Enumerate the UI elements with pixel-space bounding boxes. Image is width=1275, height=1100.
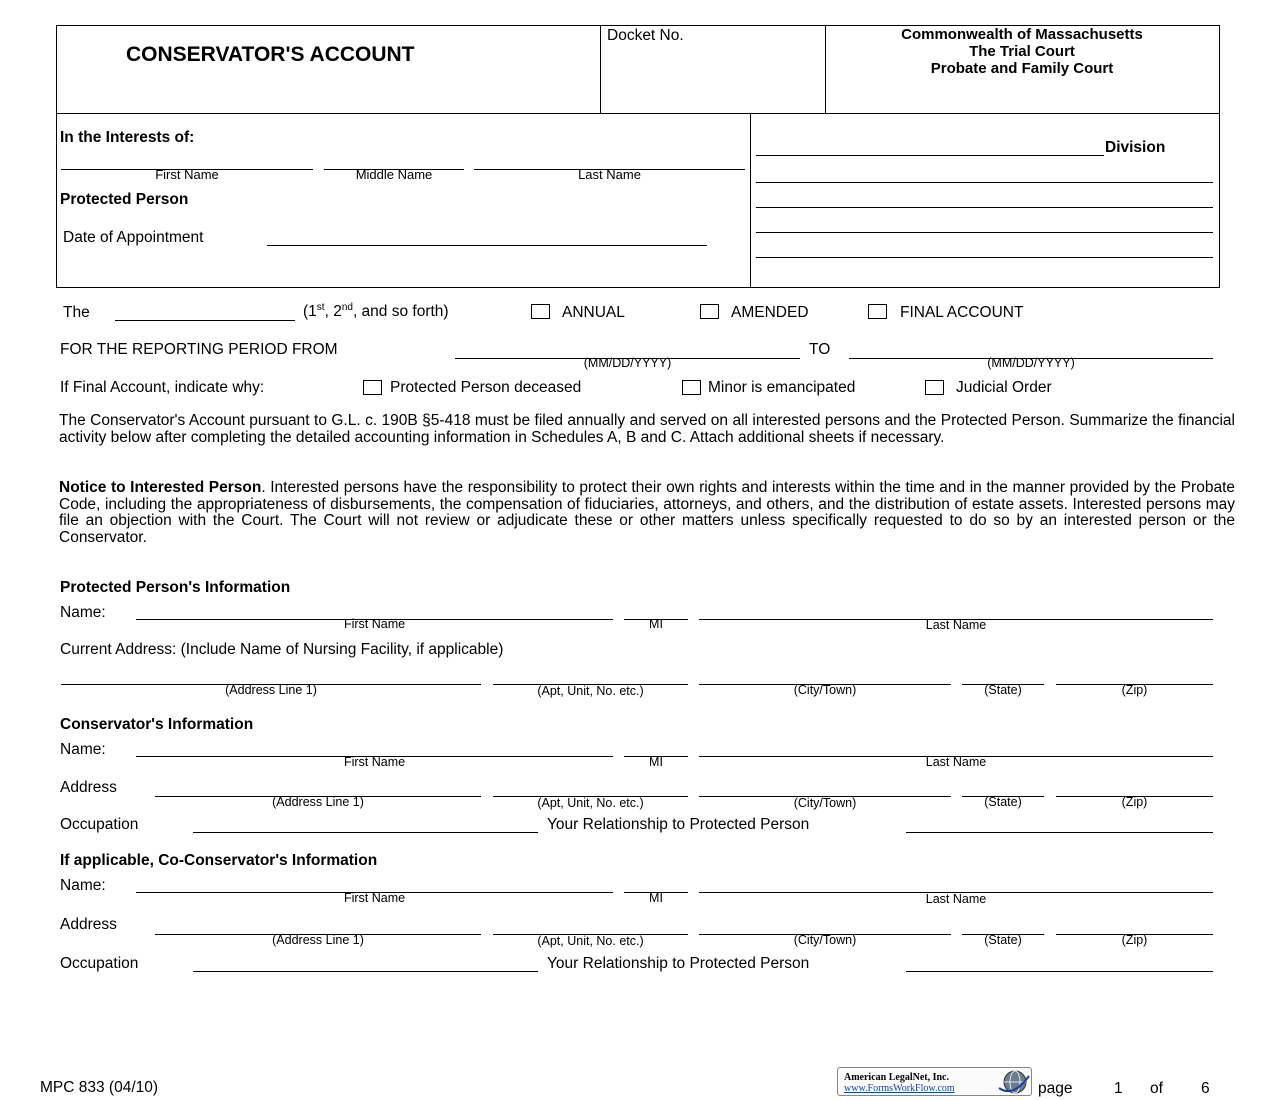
division-input[interactable] bbox=[756, 155, 1104, 156]
cons-city-caption: (City/Town) bbox=[793, 796, 857, 810]
cocons-occupation-label: Occupation bbox=[60, 955, 139, 972]
deceased-checkbox[interactable] bbox=[363, 380, 382, 395]
ordinal-nd: nd bbox=[341, 302, 353, 313]
cocons-mi-caption: MI bbox=[649, 891, 663, 905]
the-label: The bbox=[63, 304, 90, 321]
cons-address-label: Address bbox=[60, 779, 117, 796]
final-account-checkbox[interactable] bbox=[868, 304, 887, 319]
pp-info-first-name-caption: First Name bbox=[343, 617, 406, 631]
interests-divider bbox=[750, 113, 751, 288]
pp-address-line1-caption: (Address Line 1) bbox=[225, 683, 317, 697]
amended-checkbox[interactable] bbox=[700, 304, 719, 319]
cons-mi-caption: MI bbox=[649, 755, 663, 769]
cons-last-name-caption: Last Name bbox=[925, 755, 987, 769]
protected-info-heading: Protected Person's Information bbox=[60, 579, 291, 596]
pp-state-caption: (State) bbox=[984, 683, 1022, 697]
cocons-apt-caption: (Apt, Unit, No. etc.) bbox=[537, 934, 644, 948]
cons-address-line1-caption: (Address Line 1) bbox=[272, 795, 364, 809]
interests-box bbox=[56, 113, 1220, 288]
annual-checkbox[interactable] bbox=[531, 304, 550, 319]
date-of-appointment-label: Date of Appointment bbox=[63, 229, 204, 246]
cocons-last-name-caption: Last Name bbox=[925, 892, 987, 906]
cocons-address-label: Address bbox=[60, 916, 117, 933]
pp-zip-caption: (Zip) bbox=[1121, 683, 1148, 697]
deceased-label: Protected Person deceased bbox=[390, 379, 582, 396]
account-ordinal-input[interactable] bbox=[115, 320, 295, 321]
cocons-city-caption: (City/Town) bbox=[793, 933, 857, 947]
form-id: MPC 833 (04/10) bbox=[40, 1079, 159, 1096]
cons-relationship-label: Your Relationship to Protected Person bbox=[547, 816, 810, 833]
ordinal-prefix: (1 bbox=[303, 303, 317, 320]
cocons-state-caption: (State) bbox=[984, 933, 1022, 947]
page-number: 1 bbox=[1114, 1080, 1123, 1097]
division-label: Division bbox=[1105, 139, 1166, 156]
logo-url[interactable]: www.FormsWorkFlow.com bbox=[844, 1083, 955, 1094]
globe-icon bbox=[995, 1068, 1031, 1096]
pp-info-mi-caption: MI bbox=[649, 617, 663, 631]
cocons-occupation-input[interactable] bbox=[193, 971, 538, 972]
pp-current-address-label: Current Address: (Include Name of Nursing Facility, if applicable) bbox=[60, 641, 504, 658]
conservator-info-heading: Conservator's Information bbox=[60, 716, 254, 733]
notice-body: . Interested persons have the responsibility to protect their own rights and interests within the time and in the manner provided by the Probate Code, including the appropriateness of disbursements, the compensation of fiduciaries, attorneys, and others, and the distribution of estate assets. Interested persons may file an objection with the Court. The Court will not review or adjudicate these or other matters unless specifically requested to do so by an interested person or the Conservator. bbox=[59, 479, 1235, 546]
of-label: of bbox=[1150, 1080, 1163, 1097]
court-address-line-2[interactable] bbox=[756, 207, 1213, 208]
ordinal-suffix: , and so forth) bbox=[352, 303, 449, 320]
period-to-hint: (MM/DD/YYYY) bbox=[987, 356, 1075, 370]
american-legalnet-logo[interactable] bbox=[837, 1067, 1032, 1096]
date-of-appointment-input[interactable] bbox=[267, 245, 707, 246]
court-line-probate: Probate and Family Court bbox=[930, 60, 1114, 77]
emancipated-label: Minor is emancipated bbox=[708, 379, 856, 396]
cocons-relationship-label: Your Relationship to Protected Person bbox=[547, 955, 810, 972]
period-to-label: TO bbox=[809, 341, 831, 358]
cocons-zip-caption: (Zip) bbox=[1121, 933, 1148, 947]
court-line-trial-court: The Trial Court bbox=[969, 43, 1075, 60]
ordinal-st: st bbox=[316, 302, 325, 313]
court-address-line-1[interactable] bbox=[756, 182, 1213, 183]
court-address-line-4[interactable] bbox=[756, 257, 1213, 258]
cons-occupation-input[interactable] bbox=[193, 832, 538, 833]
amended-label: AMENDED bbox=[731, 304, 809, 321]
cons-first-name-caption: First Name bbox=[343, 755, 406, 769]
pp-city-caption: (City/Town) bbox=[793, 683, 857, 697]
final-reason-label: If Final Account, indicate why: bbox=[60, 379, 265, 396]
court-line-commonwealth: Commonwealth of Massachusetts bbox=[901, 26, 1143, 43]
protected-person-label: Protected Person bbox=[60, 191, 189, 208]
last-name-caption: Last Name bbox=[578, 167, 641, 182]
logo-company: American LegalNet, Inc. bbox=[844, 1072, 949, 1083]
cons-zip-caption: (Zip) bbox=[1121, 795, 1148, 809]
cons-name-label: Name: bbox=[60, 741, 106, 758]
emancipated-checkbox[interactable] bbox=[682, 380, 701, 395]
court-address-line-3[interactable] bbox=[756, 232, 1213, 233]
form-title: CONSERVATOR'S ACCOUNT bbox=[126, 43, 415, 66]
cons-apt-caption: (Apt, Unit, No. etc.) bbox=[537, 796, 644, 810]
judicial-order-label: Judicial Order bbox=[956, 379, 1052, 396]
pp-info-last-name-caption: Last Name bbox=[925, 618, 987, 632]
cocons-first-name-caption: First Name bbox=[343, 891, 406, 905]
cocons-name-label: Name: bbox=[60, 877, 106, 894]
interests-heading: In the Interests of: bbox=[60, 129, 195, 146]
cocons-address-line1-caption: (Address Line 1) bbox=[272, 933, 364, 947]
court-name bbox=[826, 25, 1218, 77]
annual-label: ANNUAL bbox=[562, 304, 625, 321]
docket-label: Docket No. bbox=[607, 27, 684, 44]
intro-paragraph: The Conservator's Account pursuant to G.L. c. 190B §5-418 must be filed annually and served on all interested persons and the Protected Person. Summarize the financial activity below after completing the detailed accounting information in Schedules A, B and C. Attach additional sheets if necessary. bbox=[59, 412, 1235, 446]
page-total: 6 bbox=[1201, 1080, 1210, 1097]
coconservator-info-heading: If applicable, Co-Conservator's Information bbox=[60, 852, 378, 869]
header-divider-1 bbox=[600, 25, 601, 114]
docket-input[interactable] bbox=[602, 48, 822, 110]
notice-paragraph bbox=[59, 480, 1235, 546]
ordinal-mid: , 2 bbox=[324, 303, 342, 320]
page-label: page bbox=[1038, 1080, 1073, 1097]
cons-state-caption: (State) bbox=[984, 795, 1022, 809]
reporting-period-label: FOR THE REPORTING PERIOD FROM bbox=[60, 341, 338, 358]
notice-heading: Notice to Interested Person bbox=[59, 479, 262, 496]
period-from-hint: (MM/DD/YYYY) bbox=[583, 356, 672, 370]
cons-occupation-label: Occupation bbox=[60, 816, 139, 833]
cons-relationship-input[interactable] bbox=[906, 832, 1213, 833]
pp-name-label: Name: bbox=[60, 604, 106, 621]
pp-apt-caption: (Apt, Unit, No. etc.) bbox=[537, 684, 644, 698]
cocons-relationship-input[interactable] bbox=[906, 971, 1213, 972]
final-account-label: FINAL ACCOUNT bbox=[900, 304, 1024, 321]
middle-name-caption: Middle Name bbox=[355, 167, 433, 182]
first-name-caption: First Name bbox=[155, 167, 219, 182]
judicial-order-checkbox[interactable] bbox=[925, 380, 944, 395]
ordinal-hint bbox=[303, 303, 449, 320]
